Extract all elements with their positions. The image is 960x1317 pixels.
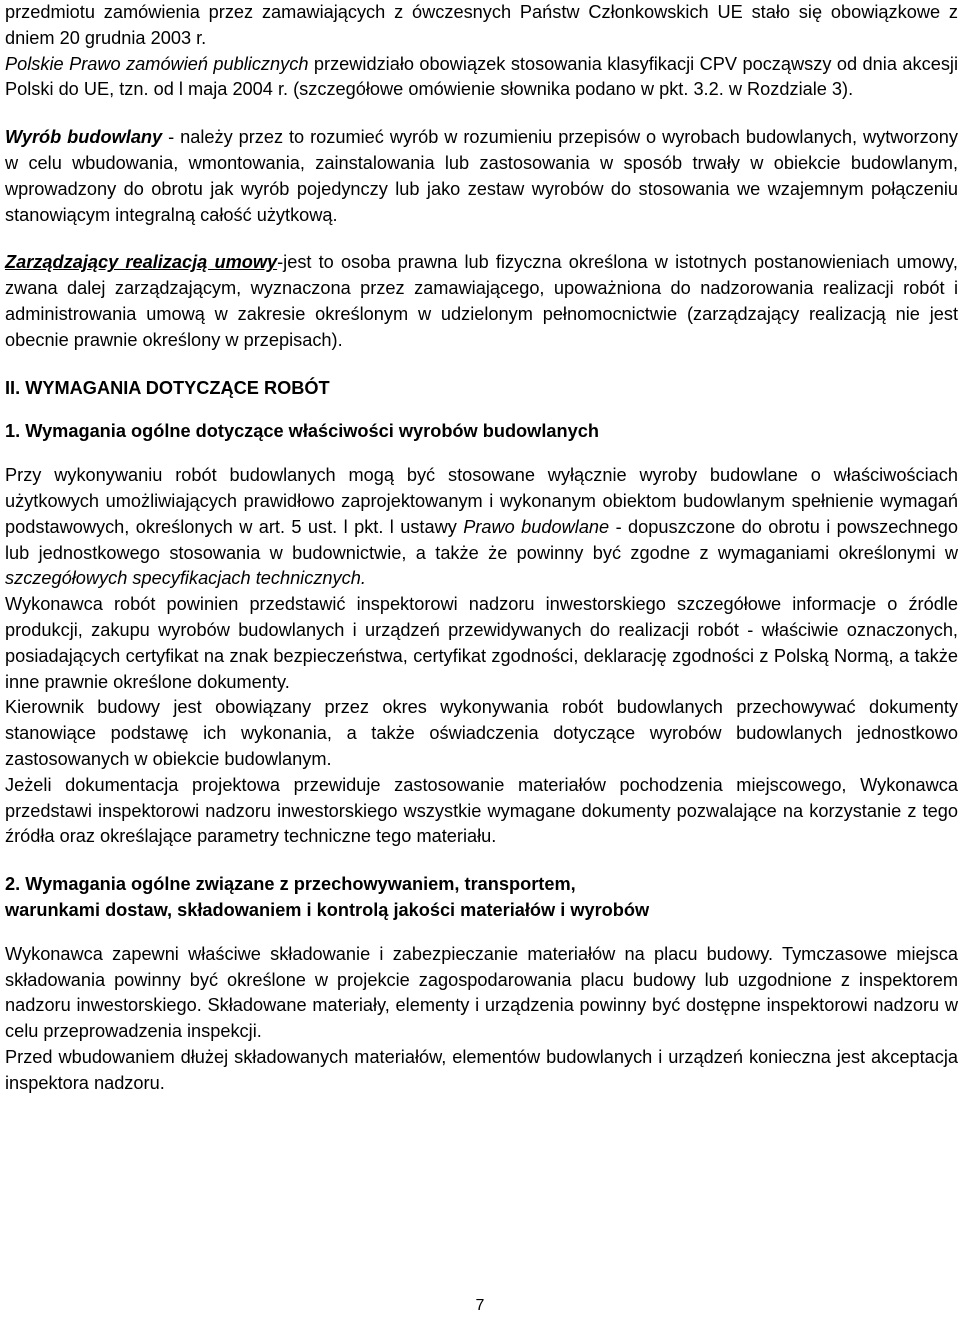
subsection-heading-2-line-1: 2. Wymagania ogólne związane z przechowywaniem, transportem, [5, 874, 576, 895]
definition-text-wyrob: - należy przez to rozumieć wyrób w rozumieniu przepisów o wyrobach budowlanych, wytworzony w celu wbudowania, wmontowania, zainstalowania lub zastosowania w sposób trwały w obiekcie budowlanym, wprowadzony do obrotu jak wyrób pojedynczy lub jako zestaw wyrobów do stosowania we wzajemnym połączeniu stanowiącym integralną całość użytkową. [5, 127, 958, 225]
definition-zarzadzajacy [5, 250, 958, 353]
section-heading-wymagania: II. WYMAGANIA DOTYCZĄCE ROBÓT [5, 377, 330, 398]
page-number: 7 [475, 1297, 485, 1314]
intro-paragraph-2 [5, 52, 958, 104]
definition-term-wyrob: Wyrób budowlany [5, 127, 163, 148]
subsection-1-paragraph-1-text-c: - dopuszczone do obrotu i powszechnego lub jednostkowego stosowania w budownictwie, a także że powinny być zgodne z wymaganiami określonymi w [5, 516, 958, 563]
specifications-reference: szczegółowych specyfikacjach technicznych. [5, 568, 366, 589]
subsection-2-paragraph-2: Przed wbudowaniem dłużej składowanych materiałów, elementów budowlanych i urządzeń konieczna jest akceptacja inspektora nadzoru. [5, 1046, 958, 1093]
subsection-2-paragraph-1: Wykonawca zapewni właściwe składowanie i zabezpieczanie materiałów na placu budowy. Tymczasowe miejsca składowania powinny być określone w projekcie zagospodarowania placu budowy lub uzgodnione z inspektorem nadzoru inwestorskiego. Składowane materiały, elementy i urządzenia powinny być dostępne inspektorowi nadzoru w celu przeprowadzenia inspekcji. [5, 943, 958, 1042]
law-title-cpv: Polskie Prawo zamówień publicznych [5, 53, 309, 74]
subsection-1-paragraph-4: Jeżeli dokumentacja projektowa przewiduje zastosowanie materiałów pochodzenia miejscowego, Wykonawca przedstawi inspektorowi nadzoru inwestorskiego wszystkie wymagane dokumenty pozwalające na korzystanie z tego źródła oraz określające parametry techniczne tego materiału. [5, 774, 958, 847]
document-page [5, 0, 958, 1096]
definition-text-zarzadzajacy: -jest to osoba prawna lub fizyczna określona w istotnych postanowieniach umowy, zwana dalej zarządzającym, wyznaczona przez zamawiającego, upoważniona do nadzorowania realizacji robót i administrowania umową w zakresie określonym w udzielonym pełnomocnictwie (zarządzający realizacją nie jest obecnie prawnie określony w przepisach). [5, 252, 958, 350]
subsection-heading-2-line-2: warunkami dostaw, składowaniem i kontrolą jakości materiałów i wyrobów [5, 899, 650, 920]
subsection-1-paragraph-2: Wykonawca robót powinien przedstawić inspektorowi nadzoru inwestorskiego szczegółowe informacje o źródle produkcji, zakupu wyrobów budowlanych i urządzeń przewidywanych do realizacji robót - właściwie oznaczonych, posiadających certyfikat na znak bezpieczeństwa, certyfikat zgodności, deklarację zgodności z Polską Normą, a także inne prawnie określone dokumenty. [5, 594, 958, 692]
subsection-1-paragraph-3: Kierownik budowy jest obowiązany przez okres wykonywania robót budowlanych przechowywać dokumenty stanowiące podstawę ich wykonania, a także oświadczenia dotyczące wyrobów budowlanych jednostkowo zastosowanych w obiekcie budowlanym. [5, 697, 958, 769]
intro-paragraph-2-text: przewidziało obowiązek stosowania klasyfikacji CPV począwszy od dnia akcesji Polski do UE, tzn. od l maja 2004 r. (szczegółowe omówienie słownika podano w pkt. 3.2. w Rozdziale 3). [5, 53, 958, 100]
subsection-heading-1: 1. Wymagania ogólne dotyczące właściwości wyrobów budowlanych [5, 421, 599, 442]
subsection-1-paragraph-1-text-a: Przy wykonywaniu robót budowlanych mogą być stosowane wyłącznie wyroby budowlane o właściwościach użytkowych umożliwiających prawidłowo zaprojektowanym i wykonanym obiektom budowlanym spełnienie wymagań podstawowych, określonych w art. 5 ust. l pkt. l ustawy [5, 465, 958, 537]
intro-paragraph-1: przedmiotu zamówienia przez zamawiających z ówczesnych Państw Członkowskich UE stało się obowiązkowe z dniem 20 grudnia 2003 r. [5, 2, 958, 48]
definition-term-zarzadzajacy: Zarządzający realizacją umowy [5, 252, 278, 273]
definition-wyrob-budowlany [5, 125, 958, 228]
subsection-1-paragraph-1 [5, 463, 958, 592]
law-title-prawo-budowlane: Prawo budowlane [463, 516, 610, 537]
